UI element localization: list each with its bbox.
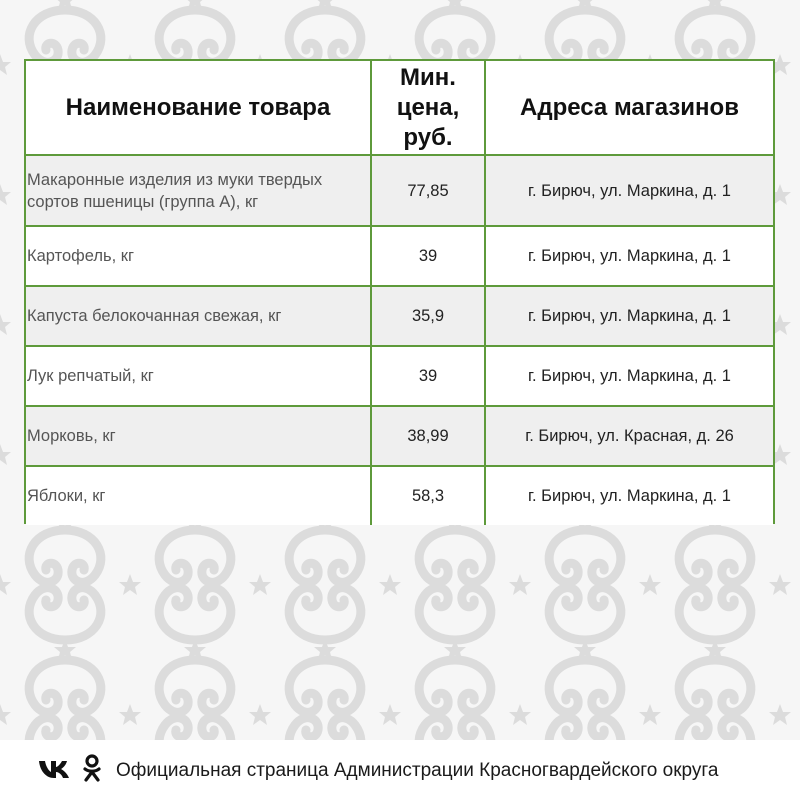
product-name-cell: Капуста белокочанная свежая, кг [26, 286, 371, 346]
address-cell: г. Бирюч, ул. Маркина, д. 1 [485, 466, 773, 525]
price-cell: 58,3 [371, 466, 485, 525]
price-table-container [24, 59, 775, 524]
product-name-cell: Морковь, кг [26, 406, 371, 466]
table-row [26, 406, 773, 466]
header-product-name: Наименование товара [26, 61, 371, 155]
header-min-price [371, 61, 485, 155]
header-price-line: цена, [396, 93, 460, 121]
odnoklassniki-icon[interactable] [82, 754, 102, 784]
address-cell: г. Бирюч, ул. Маркина, д. 1 [485, 286, 773, 346]
header-price-line: руб. [403, 123, 453, 151]
price-table [26, 61, 773, 525]
address-cell: г. Бирюч, ул. Красная, д. 26 [485, 406, 773, 466]
address-cell: г. Бирюч, ул. Маркина, д. 1 [485, 226, 773, 286]
price-cell: 77,85 [371, 155, 485, 226]
product-name-cell [26, 155, 371, 226]
product-name-cell: Лук репчатый, кг [26, 346, 371, 406]
price-cell: 39 [371, 226, 485, 286]
table-row [26, 346, 773, 406]
header-store-address: Адреса магазинов [485, 61, 773, 155]
address-cell: г. Бирюч, ул. Маркина, д. 1 [485, 346, 773, 406]
product-name: Макаронные изделия из муки твердых [27, 170, 323, 189]
price-cell: 39 [371, 346, 485, 406]
header-price-line: Мин. [400, 63, 456, 91]
product-name-cell: Картофель, кг [26, 226, 371, 286]
footer-caption: Официальная страница Администрации Красногвардейского округа [116, 760, 719, 781]
vk-icon[interactable] [38, 758, 72, 780]
price-cell: 38,99 [371, 406, 485, 466]
table-header-row [26, 61, 773, 155]
table-row [26, 226, 773, 286]
product-name-cell: Яблоки, кг [26, 466, 371, 525]
price-cell: 35,9 [371, 286, 485, 346]
table-row [26, 155, 773, 226]
address-cell: г. Бирюч, ул. Маркина, д. 1 [485, 155, 773, 226]
table-row [26, 286, 773, 346]
product-name: сортов пшеницы (группа А), кг [27, 192, 259, 211]
table-row [26, 466, 773, 525]
